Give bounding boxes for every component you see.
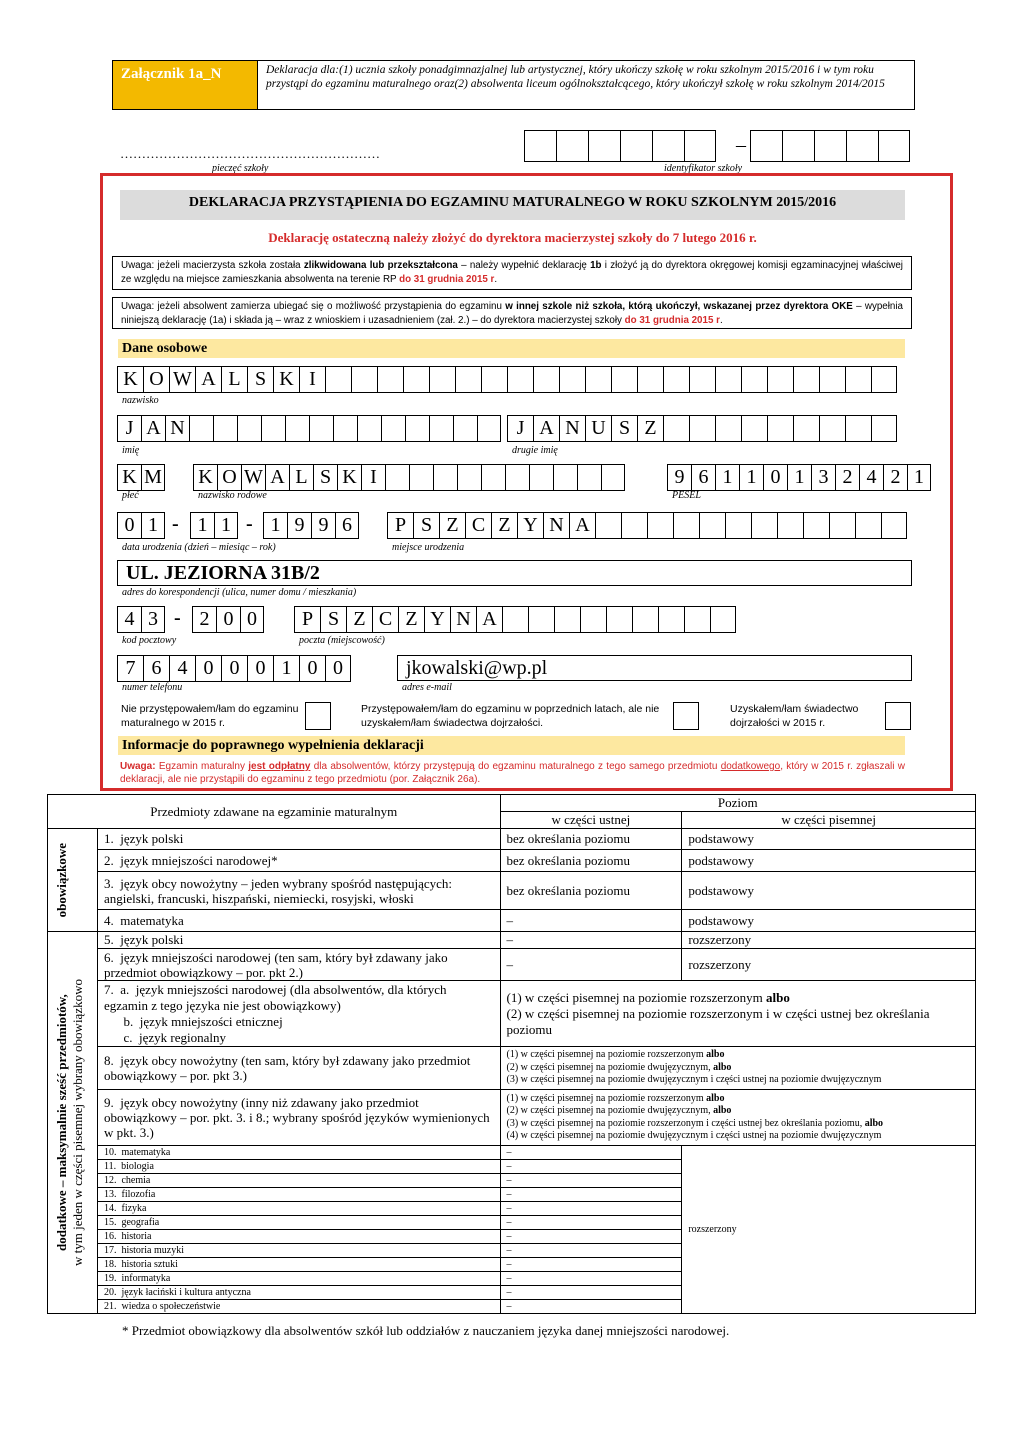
birth-date-label: data urodzenia (dzień – miesiąc – rok)	[122, 542, 276, 553]
letter-cell[interactable]	[477, 415, 501, 442]
letter-cell[interactable]	[637, 366, 663, 393]
letter-cell[interactable]	[585, 366, 611, 393]
subject-row-16[interactable]: 16. historia	[97, 1230, 500, 1244]
subject-row-17[interactable]: 17. historia muzyki	[97, 1244, 500, 1258]
deadline-notice: Deklarację ostateczną należy złożyć do dyrektora macierzystej szkoły do 7 lutego 2016 r.	[268, 230, 757, 245]
status-opt3-checkbox[interactable]	[885, 702, 911, 730]
level-9: (1) w części pisemnej na poziomie rozszerzonym albo (2) w części pisemnej na poziomie dwujęzycznym, albo (3) w części pisemnej na poziomie rozszerzonym i części ustnej bez określania poziomu, albo (4) w części pisemnej na poziomie dwujęzycznym i części ustnej na poziomie dwujęzycznym	[500, 1090, 976, 1146]
letter-cell[interactable]: 0	[117, 512, 141, 539]
letter-cell[interactable]: 0	[216, 606, 240, 633]
letter-cell[interactable]	[699, 512, 725, 539]
written-4: podstawowy	[682, 910, 976, 932]
letter-cell[interactable]: U	[585, 415, 611, 442]
letter-cell[interactable]	[309, 415, 333, 442]
letter-cell[interactable]: 1	[141, 512, 165, 539]
letter-cell[interactable]	[647, 512, 673, 539]
letter-cell[interactable]	[377, 366, 403, 393]
school-id-boxes-b[interactable]	[750, 130, 910, 162]
letter-cell[interactable]	[741, 415, 767, 442]
letter-cell[interactable]	[429, 415, 453, 442]
phone-field[interactable]	[117, 655, 351, 682]
letter-cell[interactable]	[606, 606, 632, 633]
pesel-label: PESEL	[672, 490, 701, 501]
post-field[interactable]	[294, 606, 736, 633]
letter-cell[interactable]	[777, 512, 803, 539]
pesel-field[interactable]	[667, 464, 931, 491]
letter-cell[interactable]	[871, 366, 897, 393]
letter-cell[interactable]: S	[313, 464, 337, 491]
oral-10: –	[500, 1146, 682, 1160]
letter-cell[interactable]	[621, 512, 647, 539]
status-opt1-checkbox[interactable]	[305, 702, 331, 730]
letter-cell[interactable]	[871, 415, 897, 442]
birth-day-field[interactable]	[117, 512, 165, 539]
letter-cell[interactable]	[381, 415, 405, 442]
info-text: Uwaga: Egzamin maturalny jest odpłatny dla absolwentów, którzy przystępują do egzaminu maturalnego z tego samego przedmiotu dodatkowego, który w 2015 r. zgłaszali w deklaracji, ale nie przystąpili do egzaminu z tego przedmiotu (por. Załącznik 26a).	[120, 761, 905, 785]
letter-cell[interactable]	[663, 415, 689, 442]
letter-cell[interactable]: P	[387, 512, 413, 539]
section-info: Informacje do poprawnego wypełnienia deklaracji	[118, 736, 905, 755]
letter-cell[interactable]: 6	[143, 655, 169, 682]
date-sep-2: -	[246, 513, 253, 535]
subject-row-13[interactable]: 13. filozofia	[97, 1188, 500, 1202]
letter-cell[interactable]	[767, 415, 793, 442]
group-extra: dodatkowe – maksymalnie sześć przedmiotów, w tym jeden w części pisemnej wybrany obowiązkowo	[48, 932, 98, 1314]
level-7: (1) w części pisemnej na poziomie rozszerzonym albo (2) w części pisemnej na poziomie rozszerzonym i w części ustnej bez określania poziomu	[500, 981, 976, 1047]
subject-row-2[interactable]: 2. język mniejszości narodowej*	[97, 850, 500, 872]
subject-row-6[interactable]: 6. język mniejszości narodowej (ten sam, który był zdawany jako przedmiot obowiązkowy – por. pkt 2.)	[97, 949, 500, 981]
oral-16: –	[500, 1230, 682, 1244]
oral-15: –	[500, 1216, 682, 1230]
letter-cell[interactable]: C	[372, 606, 398, 633]
letter-cell[interactable]: W	[241, 464, 265, 491]
letter-cell[interactable]: 0	[195, 655, 221, 682]
subject-row-14[interactable]: 14. fizyka	[97, 1202, 500, 1216]
letter-cell[interactable]	[881, 512, 907, 539]
sex-label: płeć	[122, 490, 139, 501]
written-1: podstawowy	[682, 829, 976, 850]
subjects-table	[47, 794, 976, 1314]
letter-cell[interactable]: W	[169, 366, 195, 393]
email-field[interactable]: jkowalski@wp.pl	[397, 655, 912, 681]
letter-cell[interactable]	[819, 366, 845, 393]
letter-cell[interactable]	[725, 512, 751, 539]
letter-cell[interactable]: Z	[637, 415, 663, 442]
address-label: adres do korespondencji (ulica, numer domu / mieszkania)	[122, 587, 357, 598]
letter-cell[interactable]	[357, 415, 381, 442]
letter-cell[interactable]: 4	[169, 655, 195, 682]
zip-sep: -	[174, 607, 181, 629]
section-personal: Dane osobowe	[118, 339, 905, 358]
surname-label: nazwisko	[122, 395, 159, 406]
letter-cell[interactable]	[237, 415, 261, 442]
letter-cell[interactable]	[845, 366, 871, 393]
letter-cell[interactable]	[457, 464, 481, 491]
letter-cell[interactable]: P	[294, 606, 320, 633]
letter-cell[interactable]: 3	[811, 464, 835, 491]
subject-row-15[interactable]: 15. geografia	[97, 1216, 500, 1230]
letter-cell[interactable]: O	[217, 464, 241, 491]
letter-cell[interactable]	[829, 512, 855, 539]
letter-cell[interactable]	[351, 366, 377, 393]
letter-cell[interactable]: S	[320, 606, 346, 633]
letter-cell[interactable]	[793, 415, 819, 442]
letter-cell[interactable]: K	[193, 464, 217, 491]
letter-cell[interactable]	[502, 606, 528, 633]
letter-cell[interactable]	[481, 366, 507, 393]
letter-cell[interactable]	[385, 464, 409, 491]
letter-cell[interactable]: I	[299, 366, 325, 393]
letter-cell[interactable]: 0	[299, 655, 325, 682]
letter-cell[interactable]: S	[247, 366, 273, 393]
letter-cell[interactable]	[767, 366, 793, 393]
letter-cell[interactable]: 6	[335, 512, 359, 539]
letter-cell[interactable]	[325, 366, 351, 393]
letter-cell[interactable]	[632, 606, 658, 633]
subject-row-18[interactable]: 18. historia sztuki	[97, 1258, 500, 1272]
letter-cell[interactable]	[663, 366, 689, 393]
letter-cell[interactable]: 9	[287, 512, 311, 539]
letter-cell[interactable]	[189, 415, 213, 442]
letter-cell[interactable]: K	[117, 366, 143, 393]
oral-11: –	[500, 1160, 682, 1174]
letter-cell[interactable]: Z	[439, 512, 465, 539]
oral-1: bez określania poziomu	[500, 829, 682, 850]
head-written: w części pisemnej	[682, 812, 976, 829]
letter-cell[interactable]	[405, 415, 429, 442]
letter-cell[interactable]: Y	[517, 512, 543, 539]
letter-cell[interactable]: A	[533, 415, 559, 442]
date-sep-1: -	[172, 513, 179, 535]
letter-cell[interactable]: 1	[739, 464, 763, 491]
written-3: podstawowy	[682, 872, 976, 910]
stamp-dots: ……………………………………………………	[120, 146, 380, 161]
oral-4: –	[500, 910, 682, 932]
first-name-field[interactable]	[117, 415, 501, 442]
oral-12: –	[500, 1174, 682, 1188]
letter-cell[interactable]	[673, 512, 699, 539]
address-field[interactable]: UL. JEZIORNA 31B/2	[117, 560, 912, 586]
birth-surname-field[interactable]	[193, 464, 625, 491]
letter-cell[interactable]: Z	[491, 512, 517, 539]
letter-cell[interactable]: 0	[325, 655, 351, 682]
school-id-boxes-a[interactable]	[524, 130, 716, 162]
letter-cell[interactable]: K	[337, 464, 361, 491]
note-other-school: Uwaga: jeżeli absolwent zamierza ubiegać się o możliwość przystąpienia do egzaminu w innej szkole niż szkoła, którą ukończył, wskazanej przez dyrektora OKE – wypełnia niniejszą deklarację (1a) i składa ją – wraz z wnioskiem i uzasadnieniem (zał. 2.) – do dyrektora macierzystej szkoły do 31 grudnia 2015 r.	[112, 297, 912, 329]
status-opt3-label: Uzyskałem/łam świadectwo dojrzałości w 2015 r.	[730, 703, 859, 729]
letter-cell[interactable]: 0	[763, 464, 787, 491]
group-mandatory: obowiązkowe	[48, 829, 98, 932]
letter-cell[interactable]: K	[117, 464, 141, 491]
letter-cell[interactable]: 0	[221, 655, 247, 682]
letter-cell[interactable]: N	[450, 606, 476, 633]
head-level: Poziom	[500, 795, 976, 812]
status-opt1-label: Nie przystępowałem/łam do egzaminu maturalnego w 2015 r.	[121, 703, 299, 729]
letter-cell[interactable]: A	[265, 464, 289, 491]
letter-cell[interactable]: L	[289, 464, 313, 491]
birth-year-field[interactable]	[263, 512, 359, 539]
letter-cell[interactable]	[453, 415, 477, 442]
letter-cell[interactable]	[845, 415, 871, 442]
letter-cell[interactable]	[689, 415, 715, 442]
subject-row-21[interactable]: 21. wiedza o społeczeństwie	[97, 1300, 500, 1314]
letter-cell[interactable]	[684, 606, 710, 633]
letter-cell[interactable]: J	[117, 415, 141, 442]
letter-cell[interactable]	[533, 366, 559, 393]
letter-cell[interactable]: 1	[907, 464, 931, 491]
letter-cell[interactable]: S	[611, 415, 637, 442]
head-subjects: Przedmioty zdawane na egzaminie maturalnym	[48, 795, 501, 829]
email-label: adres e-mail	[402, 682, 452, 693]
letter-cell[interactable]	[793, 366, 819, 393]
school-id-label: identyfikator szkoły	[664, 163, 743, 174]
letter-cell[interactable]	[554, 606, 580, 633]
sex-field[interactable]	[117, 464, 165, 491]
post-label: poczta (miejscowość)	[299, 635, 385, 646]
written-6: rozszerzony	[682, 949, 976, 981]
subject-row-8[interactable]: 8. język obcy nowożytny (ten sam, który był zdawany jako przedmiot obowiązkowy – por. pkt 3.)	[97, 1047, 500, 1090]
birth-surname-label: nazwisko rodowe	[198, 490, 267, 501]
letter-cell[interactable]: M	[141, 464, 165, 491]
second-name-label: drugie imię	[512, 445, 558, 456]
letter-cell[interactable]	[601, 464, 625, 491]
letter-cell[interactable]	[261, 415, 285, 442]
letter-cell[interactable]	[741, 366, 767, 393]
school-id-dash: –	[736, 134, 746, 156]
letter-cell[interactable]: A	[476, 606, 502, 633]
subject-row-3[interactable]: 3. język obcy nowożytny – jeden wybrany spośród następujących: angielski, francuski, hiszpański, niemiecki, rosyjski, włoski	[97, 872, 500, 910]
letter-cell[interactable]: A	[569, 512, 595, 539]
letter-cell[interactable]: 1	[263, 512, 287, 539]
written-2: podstawowy	[682, 850, 976, 872]
letter-cell[interactable]: 9	[667, 464, 691, 491]
letter-cell[interactable]: N	[165, 415, 189, 442]
oral-20: –	[500, 1286, 682, 1300]
status-opt2-label: Przystępowałem/łam do egzaminu w poprzednich latach, ale nie uzyskałem/łam świadectwa dojrzałości.	[361, 703, 660, 729]
oral-3: bez określania poziomu	[500, 872, 682, 910]
oral-21: –	[500, 1300, 682, 1314]
letter-cell[interactable]: N	[543, 512, 569, 539]
birth-month-field[interactable]	[190, 512, 238, 539]
letter-cell[interactable]	[689, 366, 715, 393]
letter-cell[interactable]	[429, 366, 455, 393]
letter-cell[interactable]: Z	[398, 606, 424, 633]
letter-cell[interactable]	[481, 464, 505, 491]
letter-cell[interactable]	[715, 415, 741, 442]
letter-cell[interactable]: S	[413, 512, 439, 539]
subject-row-10[interactable]: 10. matematyka	[97, 1146, 500, 1160]
stamp-label: pieczęć szkoły	[212, 163, 269, 174]
letter-cell[interactable]: A	[195, 366, 221, 393]
subject-row-19[interactable]: 19. informatyka	[97, 1272, 500, 1286]
letter-cell[interactable]	[409, 464, 433, 491]
letter-cell[interactable]	[803, 512, 829, 539]
letter-cell[interactable]: N	[559, 415, 585, 442]
letter-cell[interactable]	[529, 464, 553, 491]
letter-cell[interactable]: 3	[141, 606, 165, 633]
letter-cell[interactable]: 1	[273, 655, 299, 682]
letter-cell[interactable]: 1	[214, 512, 238, 539]
letter-cell[interactable]: O	[143, 366, 169, 393]
letter-cell[interactable]: 0	[247, 655, 273, 682]
letter-cell[interactable]: Z	[346, 606, 372, 633]
letter-cell[interactable]: 7	[117, 655, 143, 682]
oral-6: –	[500, 949, 682, 981]
birth-place-field[interactable]	[387, 512, 907, 539]
letter-cell[interactable]: Y	[424, 606, 450, 633]
oral-5: –	[500, 932, 682, 949]
zip-a-field[interactable]	[117, 606, 165, 633]
attachment-header	[112, 60, 915, 110]
level-8: (1) w części pisemnej na poziomie rozszerzonym albo (2) w części pisemnej na poziomie dwujęzycznym, albo (3) w części pisemnej na poziomie dwujęzycznym i części ustnej na poziomie dwujęzycznym	[500, 1047, 976, 1090]
subject-row-1[interactable]: 1. język polski	[97, 829, 500, 850]
letter-cell[interactable]: 0	[240, 606, 264, 633]
letter-cell[interactable]: 9	[311, 512, 335, 539]
letter-cell[interactable]: 1	[787, 464, 811, 491]
attachment-tag: Załącznik 1a_N	[113, 61, 258, 109]
subject-row-12[interactable]: 12. chemia	[97, 1174, 500, 1188]
letter-cell[interactable]: 4	[117, 606, 141, 633]
letter-cell[interactable]	[751, 512, 777, 539]
oral-13: –	[500, 1188, 682, 1202]
subject-row-11[interactable]: 11. biologia	[97, 1160, 500, 1174]
letter-cell[interactable]: K	[273, 366, 299, 393]
note-liquidated: Uwaga: jeżeli macierzysta szkoła została zlikwidowana lub przekształcona – należy wypełnić deklarację 1b i złożyć ją do dyrektora okręgowej komisji egzaminacyjnej właściwej ze względu na miejsce zamieszkania absolwenta na terenie RP do 31 grudnia 2015 r.	[112, 256, 912, 290]
letter-cell[interactable]: A	[141, 415, 165, 442]
letter-cell[interactable]	[715, 366, 741, 393]
subject-row-7[interactable]: 7. a. język mniejszości narodowej (dla absolwentów, dla których egzamin z tego języka nie jest obowiązkowy) b. język mniejszości etnicznej c. język regionalny	[97, 981, 500, 1047]
letter-cell[interactable]	[855, 512, 881, 539]
letter-cell[interactable]	[580, 606, 606, 633]
first-name-label: imię	[122, 445, 140, 456]
letter-cell[interactable]	[553, 464, 577, 491]
letter-cell[interactable]: 6	[691, 464, 715, 491]
letter-cell[interactable]	[285, 415, 309, 442]
letter-cell[interactable]	[710, 606, 736, 633]
zip-label: kod pocztowy	[122, 635, 177, 646]
letter-cell[interactable]	[559, 366, 585, 393]
oral-14: –	[500, 1202, 682, 1216]
oral-19: –	[500, 1272, 682, 1286]
letter-cell[interactable]	[333, 415, 357, 442]
letter-cell[interactable]: 2	[192, 606, 216, 633]
letter-cell[interactable]	[433, 464, 457, 491]
letter-cell[interactable]	[403, 366, 429, 393]
second-name-field[interactable]	[507, 415, 897, 442]
letter-cell[interactable]: 1	[715, 464, 739, 491]
zip-b-field[interactable]	[192, 606, 264, 633]
subject-row-5[interactable]: 5. język polski	[97, 932, 500, 949]
letter-cell[interactable]: L	[221, 366, 247, 393]
letter-cell[interactable]	[595, 512, 621, 539]
letter-cell[interactable]	[658, 606, 684, 633]
letter-cell[interactable]	[528, 606, 554, 633]
extra-level: rozszerzony	[682, 1146, 976, 1314]
subject-row-4[interactable]: 4. matematyka	[97, 910, 500, 932]
letter-cell[interactable]	[577, 464, 601, 491]
footnote: * Przedmiot obowiązkowy dla absolwentów szkół lub oddziałów z nauczaniem języka danej mniejszości narodowej.	[122, 1323, 730, 1338]
phone-label: numer telefonu	[122, 682, 183, 693]
declaration-title: DEKLARACJA PRZYSTĄPIENIA DO EGZAMINU MATURALNEGO W ROKU SZKOLNYM 2015/2016	[120, 190, 905, 220]
oral-18: –	[500, 1258, 682, 1272]
subject-row-20[interactable]: 20. język łaciński i kultura antyczna	[97, 1286, 500, 1300]
letter-cell[interactable]: 2	[835, 464, 859, 491]
letter-cell[interactable]: 1	[190, 512, 214, 539]
letter-cell[interactable]: C	[465, 512, 491, 539]
letter-cell[interactable]	[505, 464, 529, 491]
surname-field[interactable]	[117, 366, 897, 393]
letter-cell[interactable]	[611, 366, 637, 393]
birth-place-label: miejsce urodzenia	[392, 542, 465, 553]
letter-cell[interactable]	[213, 415, 237, 442]
letter-cell[interactable]	[455, 366, 481, 393]
letter-cell[interactable]: J	[507, 415, 533, 442]
letter-cell[interactable]	[507, 366, 533, 393]
oral-2: bez określania poziomu	[500, 850, 682, 872]
head-oral: w części ustnej	[500, 812, 682, 829]
oral-17: –	[500, 1244, 682, 1258]
status-opt2-checkbox[interactable]	[673, 702, 699, 730]
written-5: rozszerzony	[682, 932, 976, 949]
subject-row-9[interactable]: 9. język obcy nowożytny (inny niż zdawany jako przedmiot obowiązkowy – por. pkt. 3. i 8.; wybrany spośród języków wymienionych w pkt. 3.)	[97, 1090, 500, 1146]
letter-cell[interactable]: 2	[883, 464, 907, 491]
letter-cell[interactable]: 4	[859, 464, 883, 491]
letter-cell[interactable]	[819, 415, 845, 442]
letter-cell[interactable]: I	[361, 464, 385, 491]
attachment-description: Deklaracja dla:(1) ucznia szkoły ponadgimnazjalnej lub artystycznej, który ukończy szkołę w roku szkolnym 2015/2016 i w tym roku przystąpi do egzaminu maturalnego oraz(2) absolwenta liceum ogólnokształcącego, który ukończył szkołę w roku szkolnym 2014/2015	[266, 64, 885, 90]
